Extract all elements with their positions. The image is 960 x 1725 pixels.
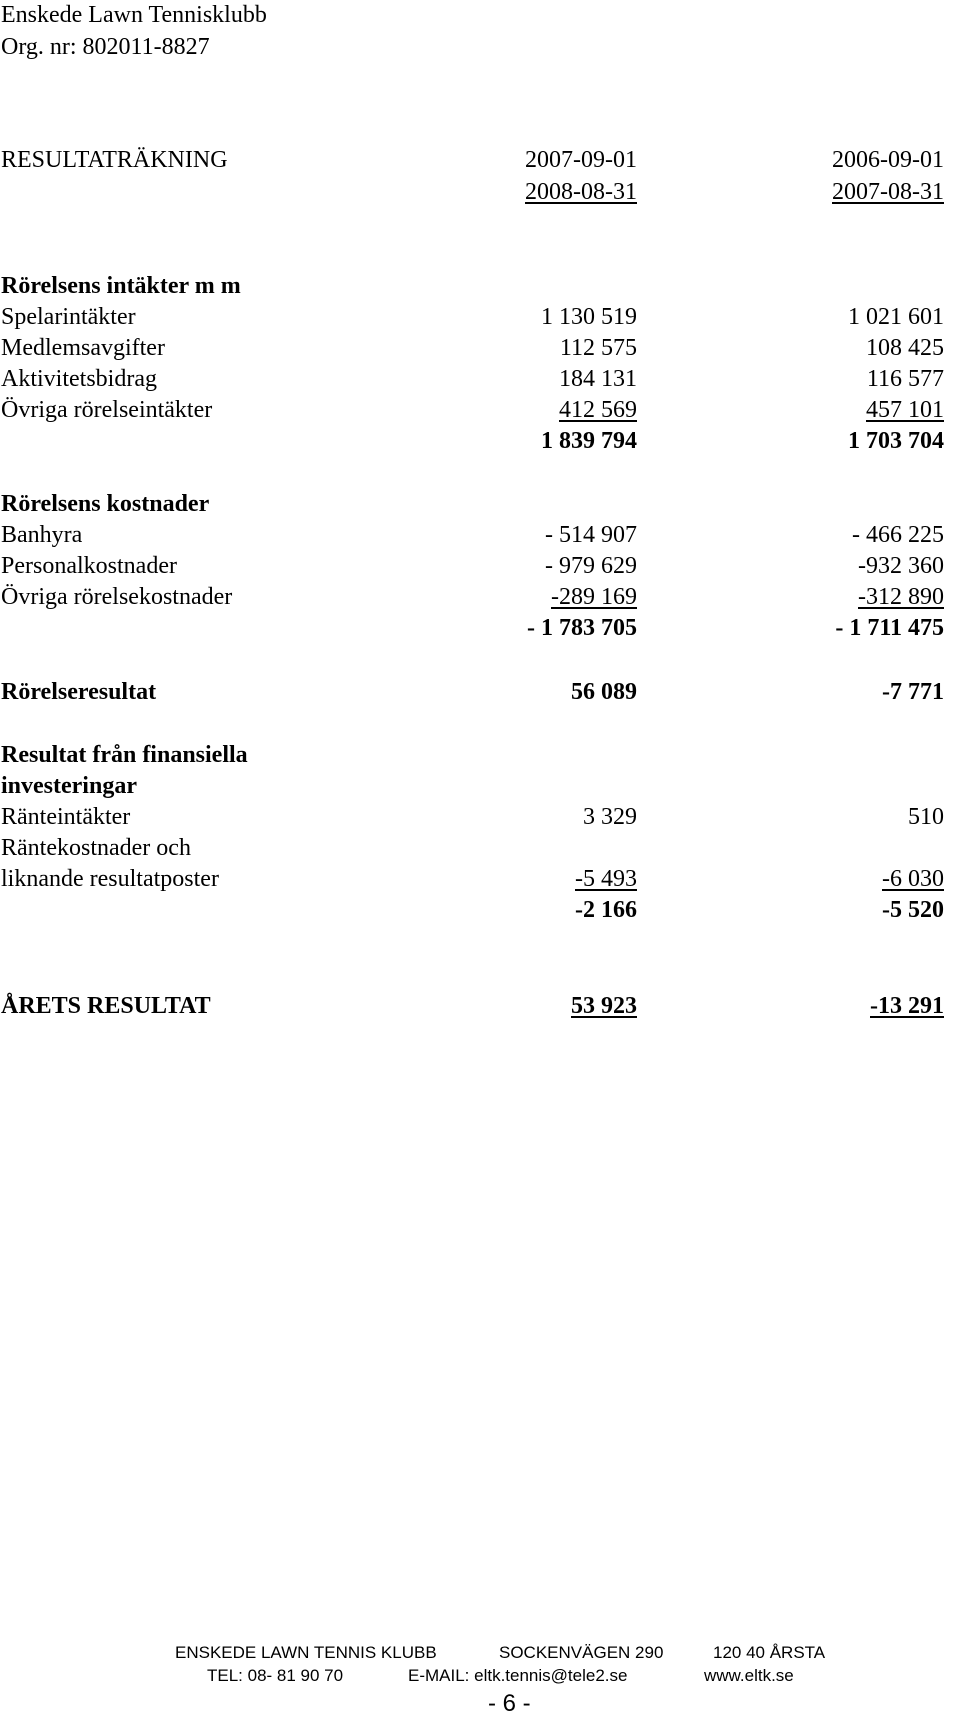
financial-heading-line1: Resultat från finansiella — [1, 742, 248, 768]
cost-row-current: -289 169 — [551, 584, 637, 610]
period-prior-end: 2007-08-31 — [832, 179, 944, 205]
period-prior-start: 2006-09-01 — [832, 147, 944, 173]
cost-row-label: Personalkostnader — [1, 553, 177, 579]
income-row-prior: 1 021 601 — [848, 304, 944, 330]
footer-website: www.eltk.se — [704, 1666, 794, 1685]
cost-row-current: - 979 629 — [545, 553, 637, 579]
org-number: Org. nr: 802011-8827 — [1, 34, 210, 60]
year-result-label: ÅRETS RESULTAT — [1, 993, 211, 1019]
footer-street: SOCKENVÄGEN 290 — [499, 1643, 664, 1662]
footer-telephone: TEL: 08- 81 90 70 — [207, 1666, 344, 1685]
costs-total-prior: - 1 711 475 — [835, 615, 944, 641]
cost-row-label: Banhyra — [1, 522, 83, 548]
income-row-current: 184 131 — [559, 366, 637, 392]
income-heading: Rörelsens intäkter m m — [1, 273, 241, 299]
club-name: Enskede Lawn Tennisklubb — [1, 2, 267, 28]
interest-costs-current: -5 493 — [575, 866, 637, 892]
income-row-current: 412 569 — [559, 397, 637, 423]
footer-city: 120 40 ÅRSTA — [713, 1643, 826, 1662]
page-number: - 6 - — [488, 1690, 531, 1717]
income-row-label: Spelarintäkter — [1, 304, 136, 330]
cost-row-prior: - 466 225 — [852, 522, 944, 548]
income-row-current: 1 130 519 — [541, 304, 637, 330]
operating-result-current: 56 089 — [571, 679, 637, 705]
interest-income-current: 3 329 — [583, 804, 637, 830]
interest-costs-label-line1: Räntekostnader och — [1, 835, 191, 861]
financial-total-prior: -5 520 — [882, 897, 944, 923]
footer-club-name: ENSKEDE LAWN TENNIS KLUBB — [175, 1643, 437, 1662]
footer-email: E-MAIL: eltk.tennis@tele2.se — [408, 1666, 628, 1685]
costs-heading: Rörelsens kostnader — [1, 491, 210, 517]
period-current-start: 2007-09-01 — [525, 147, 637, 173]
year-result-current: 53 923 — [571, 993, 637, 1019]
financial-heading-line2: investeringar — [1, 773, 137, 799]
cost-row-current: - 514 907 — [545, 522, 637, 548]
operating-result-label: Rörelseresultat — [1, 679, 157, 705]
cost-row-prior: -932 360 — [858, 553, 944, 579]
interest-costs-prior: -6 030 — [882, 866, 944, 892]
income-total-prior: 1 703 704 — [848, 428, 944, 454]
income-row-prior: 116 577 — [866, 366, 944, 392]
interest-costs-label-line2: liknande resultatposter — [1, 866, 219, 892]
interest-income-label: Ränteintäkter — [1, 804, 131, 830]
interest-income-prior: 510 — [908, 804, 944, 830]
financial-total-current: -2 166 — [575, 897, 637, 923]
costs-total-current: - 1 783 705 — [527, 615, 637, 641]
income-row-prior: 108 425 — [866, 335, 944, 361]
income-row-label: Övriga rörelseintäkter — [1, 397, 213, 423]
cost-row-prior: -312 890 — [858, 584, 944, 610]
period-current-end: 2008-08-31 — [525, 179, 637, 205]
income-row-current: 112 575 — [559, 335, 637, 361]
income-row-label: Medlemsavgifter — [1, 335, 165, 361]
operating-result-prior: -7 771 — [882, 679, 944, 705]
statement-title: RESULTATRÄKNING — [1, 147, 228, 173]
income-total-current: 1 839 794 — [541, 428, 637, 454]
income-row-label: Aktivitetsbidrag — [1, 366, 157, 392]
income-row-prior: 457 101 — [866, 397, 944, 423]
cost-row-label: Övriga rörelsekostnader — [1, 584, 233, 610]
year-result-prior: -13 291 — [870, 993, 944, 1019]
